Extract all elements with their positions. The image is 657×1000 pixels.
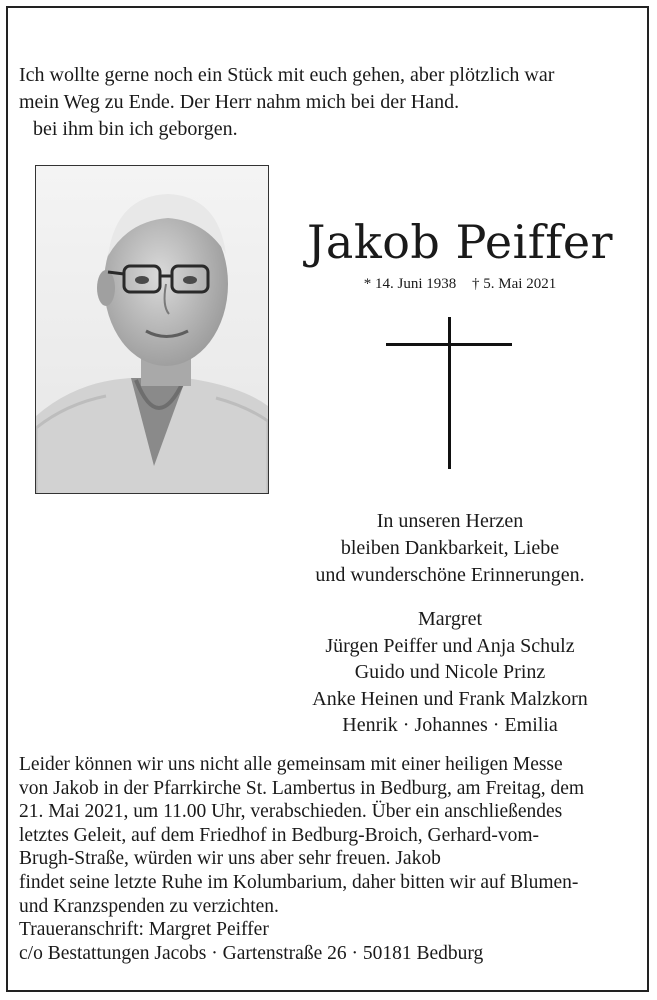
remembrance-line: In unseren Herzen: [376, 510, 524, 532]
motto-line: mein Weg zu Ende. Der Herr nahm mich bei der Hand.: [19, 91, 460, 113]
funeral-notice: [19, 753, 639, 965]
notice-line: 21. Mai 2021, um 11.00 Uhr, verabschieden. Über ein anschließendes: [19, 801, 563, 823]
mourning-address: Traueranschrift: Margret Peiffer: [19, 919, 269, 941]
cross-icon: [448, 317, 451, 469]
remembrance-text: [280, 508, 620, 589]
family-list: [280, 606, 620, 739]
remembrance-line: bleiben Dankbarkeit, Liebe: [340, 537, 560, 559]
notice-line: Leider können wir uns nicht alle gemeinsam mit einer heiligen Messe: [19, 754, 563, 775]
family-member: Anke Heinen und Frank Malzkorn: [312, 687, 588, 710]
birth-date: * 14. Juni 1938: [363, 276, 457, 292]
family-member: Guido und Nicole Prinz: [354, 661, 546, 683]
family-member: Margret: [417, 608, 483, 630]
motto-line: bei ihm bin ich geborgen.: [33, 118, 238, 140]
remembrance-line: und wunderschöne Erinnerungen.: [315, 564, 585, 586]
motto-line: Ich wollte gerne noch ein Stück mit euch gehen, aber plötzlich war: [19, 64, 555, 86]
notice-line: letztes Geleit, auf dem Friedhof in Bedburg-Broich, Gerhard-vom-: [19, 824, 540, 846]
notice-line: Brugh-Straße, würden wir uns aber sehr freuen. Jakob: [19, 848, 441, 870]
mourning-address: c/o Bestattungen Jacobs · Gartenstraße 26 · 50181 Bedburg: [19, 942, 484, 964]
portrait-photo: [35, 165, 269, 494]
family-member: Henrik · Johannes · Emilia: [342, 714, 558, 736]
life-dates: [300, 276, 620, 293]
notice-line: findet seine letzte Ruhe im Kolumbarium, daher bitten wir auf Blumen-: [19, 871, 579, 893]
cross-icon-bar: [386, 343, 512, 346]
deceased-name: Jakob Peiffer: [306, 215, 614, 269]
notice-line: und Kranzspenden zu verzichten.: [19, 895, 279, 917]
family-member: Jürgen Peiffer und Anja Schulz: [325, 634, 575, 657]
death-date: † 5. Mai 2021: [472, 276, 557, 292]
motto-verse: [19, 62, 629, 143]
notice-line: von Jakob in der Pfarrkirche St. Lambertus in Bedburg, am Freitag, dem: [19, 777, 585, 799]
